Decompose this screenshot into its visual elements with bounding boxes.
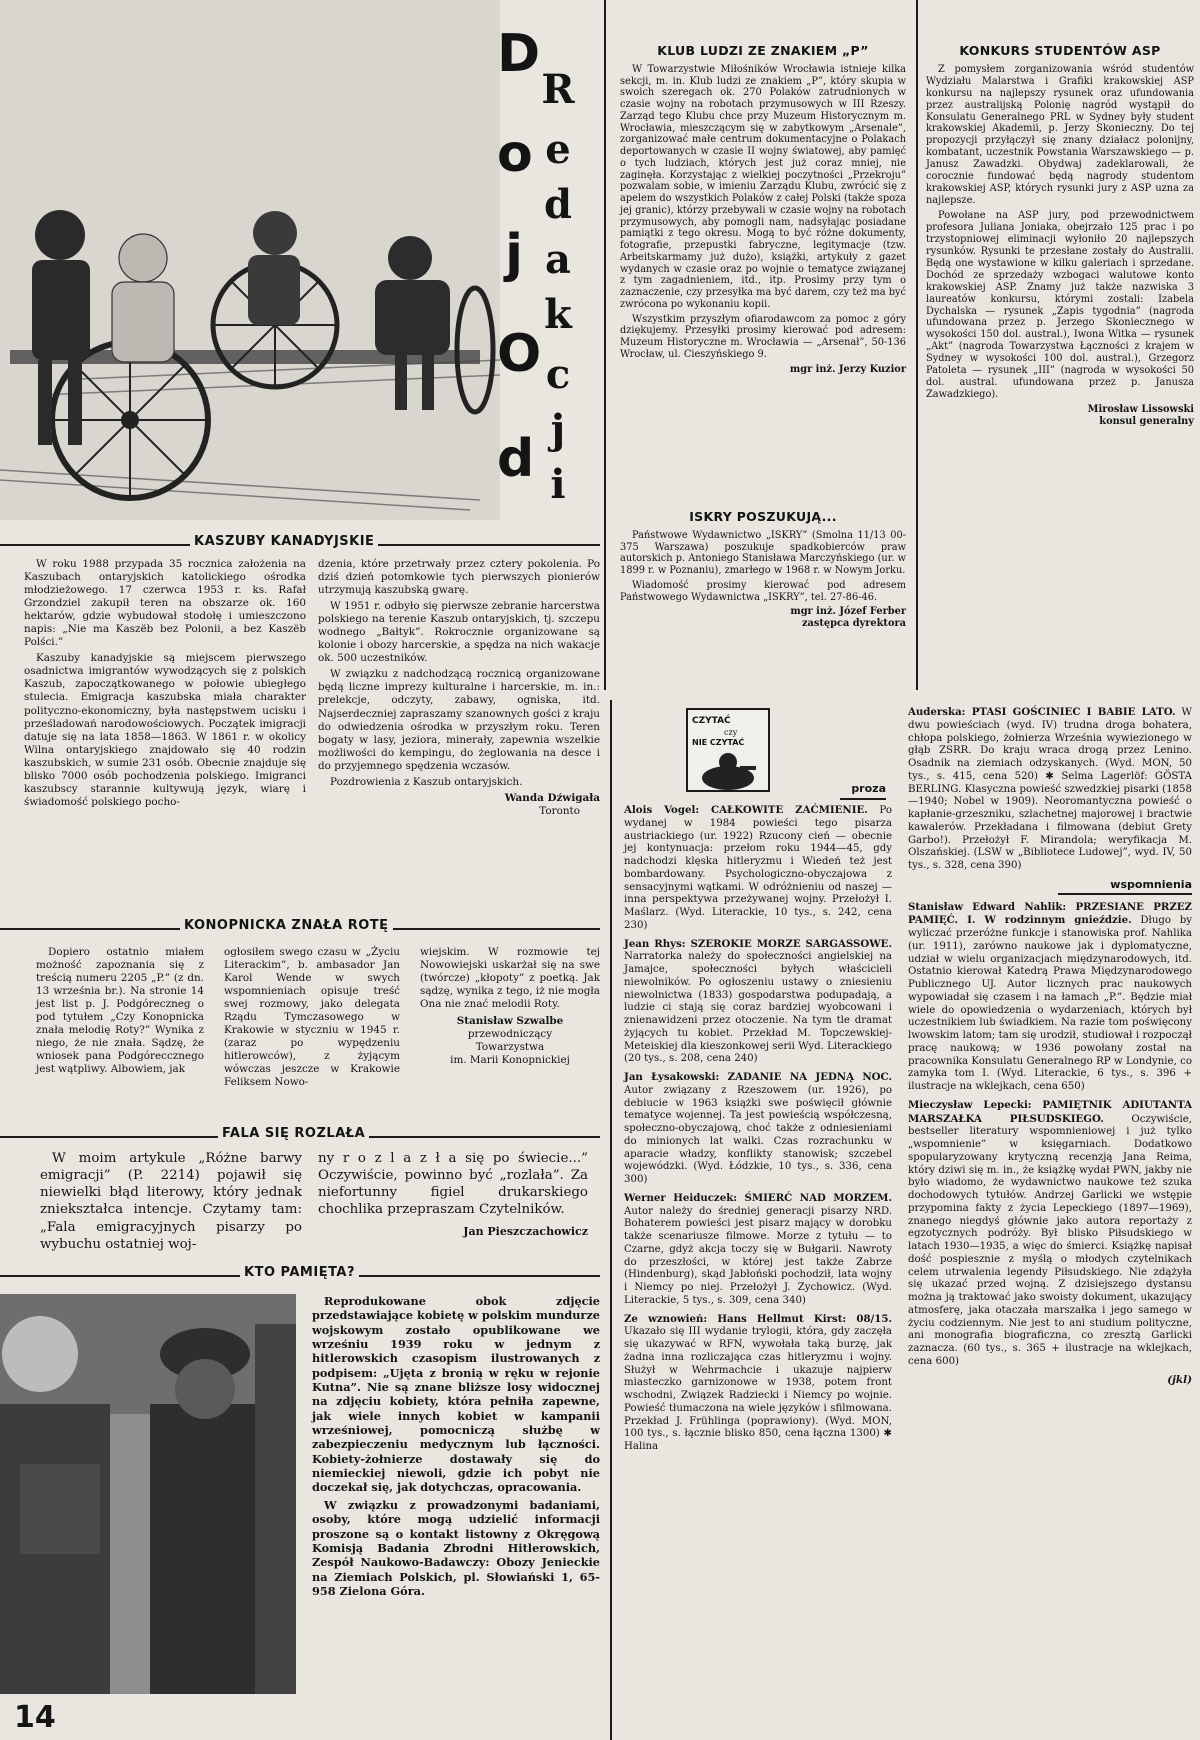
reviews-signature: (jkl) bbox=[1167, 1373, 1192, 1386]
czytac-logo bbox=[686, 708, 770, 792]
logo-text-czy: czy bbox=[724, 728, 738, 737]
kto-paragraph: W związku z prowadzonymi badaniami, osoby, które mogą udzielić informacji proszone są o kontakt listowny z Okręgową Komisją Badania Zbrodni Hitlerowskich, Zespół Naukowo-Badawczy: Obozy Jenieckie na Ziemiach Polskich, pl. Słowiański 1, 65-958 Zielona Góra. bbox=[312, 1497, 600, 1598]
review-title: Mieczysław Lepecki: PAMIĘTNIK ADIUTANTA MARSZAŁKA PIŁSUDSKIEGO. bbox=[908, 1098, 1192, 1125]
konopnicka-paragraph: Dopiero ostatnio miałem możność zapoznania się z treścią numeru 2205 „P.” (z dn. 13 września br.). Na stronie 14 jest list p. J. Podgóreczneg o pod tytułem „Czy Konopnicka znała melodię Roty?” Wynika z niego, że nie znała. Sądzę, że wniosek pana Podgóreccznego jest wątpliwy. Albowiem, jak bbox=[36, 946, 204, 1076]
klub-paragraph: W Towarzystwie Miłośników Wrocławia istnieje kilka sekcji, m. in. Klub ludzi ze znakiem „P”, który skupia w swoich szeregach ok. 270 Polaków zatrudnionych w czasie wojny na robotach przymusowych w III Rzeszy. Zarząd tego Klubu chce przy Muzeum Historycznym m. Wrocławia, mieszczącym się w zabytkowym „Arsenale”, zorganizować małe centrum dokumentacyjne o Polakach deportowanych w czasie II wojny światowej, aby pamięć o tych ludziach, których jest już coraz mniej, nie zaginęła. Korzystając z wielkiej poczytności „Przekroju” pozwalam sobie, w imieniu Zarządu Klubu, zwrócić się z apelem do wszystkich Polaków z całej Polski (także spoza jej granic), którzy przebywali w czasie wojny na robotach przymusowych, aby pomogli nam, nadsyłając posiadane pamiątki z tego okresu. Mogą to być różne dokumenty, fotografie, przepustki fabryczne, legitymacje (tzw. Arbeitskarmamy już dużo), książki, artykuły z gazet wydanych w czasie oraz po wojnie o tematyce związanej z tym zagadnieniem, itd., itp. Prosimy przy tym o zaznaczenie, czy przesyłka ma być darem, czy też ma być zwrócona po wykonaniu kopii. bbox=[620, 63, 906, 310]
klub-paragraph: Wszystkim przyszłym ofiarodawcom za pomoc z góry dziękujemy. Przesyłki prosimy kierować pod adresem: Muzeum Historyczne m. Wrocławia — „Arsenał”, 50-136 Wrocław, ul. Cieszyńskiego 9. bbox=[620, 313, 906, 360]
kaszuby-paragraph: W roku 1988 przypada 35 rocznica założenia na Kaszubach ontaryjskich katolickiego ośrodka młodzieżowego. 17 czerwca 1953 r. ks. Rafał Grzondziel zakupił teren na obszarze ok. 160 hektarów, gdzie wybudował stodołę i umieszczono napis: „Nie ma Kaszëb bez Polonii, a bez Kaszëb Polści.” bbox=[24, 558, 306, 649]
kaszuby-signature: Wanda Dźwigała bbox=[504, 791, 600, 804]
konopnicka-paragraph: ogłosiłem swego czasu w „Życiu Literackim”, b. ambasador Jan Karol Wende w swych wspomnieniach opisuje treść swej rozmowy, jako delegata Rządu Tymczasowego w Krakowie w styczniu w 1945 r. (zaraz po wypędzeniu hitlerowców), z żyjącym wówczas jeszcze w Krakowie Feliksem Nowo- bbox=[224, 946, 400, 1089]
review-text: Długo by wyliczać przeróżne funkcje i stanowiska prof. Nahlika (ur. 1911), zarówno naukowe jak i dyplomatyczne, udział w wielu organizacjach międzynarodowych, itd. Ostatnio kierował Katedrą Prawa Międzynarodowego Publicznego UJ. Autor licznych prac naukowych wypowiadał się czasem i na łamach „P.”. Będzie miał wiele do opowiedzenia o wydarzeniach, których był uczestnikiem lub świadkiem. Na razie tom poświęcony lwowskim latom; tam się urodził, studiował i rozpoczął pracę naukową; w 1936 powołany został na pracownika Konsulatu Generalnego RP w Londynie, co zamyka tom I. (Wyd. Literackie, 6 tys., s. 396 + ilustracje na wklejkach, cena 650) bbox=[908, 915, 1192, 1092]
konkurs-article bbox=[926, 44, 1194, 684]
review-text: Ukazało się III wydanie trylogii, która, gdy zaczęła się ukazywać w RFN, wywołała taką burzę, jak żadna inna rozliczająca czas hitleryzmu i wojny. Służył w Wehrmachcie i ukazuje najpierw miasteczko garnizonowe w 1938, potem front wschodni, Związek Radziecki i Niemcy po wojnie. Powieść tłumaczona na wiele języków i sfilmowana. Przekład J. Frühlinga (poprawiony). (Wyd. MON, 100 tys., s. łącznie blisko 850, cena łączna 1300) ✱ Halina bbox=[624, 1326, 892, 1452]
konopnicka-signature-role: przewodniczący bbox=[467, 1028, 553, 1041]
review-text: W dwu powieściach (wyd. IV) trudna droga bohatera, chłopa polskiego, żołnierza Września wywiezionego w głąb ZSRR. Do kraju wraca drogą przez Lenino. Osadnik na ziemiach odzyskanych. (Wyd. MON, 50 tys., s. 415, cena 520) ✱ Selma Lagerlöf: GÖSTA BERLING. Klasyczna powieść szwedzkiej pisarki (1858—1940; Nobel w 1909). Neoromantyczna powieść o kapłanie-grzeszniku, szlachetnej majorowej i bractwie kawalerów. Przekładana i filmowana (debiut Grety Garbo!). Przełożył F. Mirandola; weryfikacja M. Olszańskiej. (LSW w „Bibliotece Ludowej”, wyd. IV, 50 tys., s. 328, cena 390) bbox=[908, 707, 1192, 871]
title-letter: a bbox=[545, 236, 571, 283]
konopnicka-title: KONOPNICKA ZNAŁA ROTĘ bbox=[180, 918, 393, 933]
klub-title: KLUB LUDZI ZE ZNAKIEM „P” bbox=[657, 43, 869, 58]
review-item bbox=[624, 804, 892, 933]
review-item bbox=[908, 706, 1192, 873]
iskry-paragraph: Wiadomość prosimy kierować pod adresem Państwowego Wydawnictwa „ISKRY”, tel. 27-86-46. bbox=[620, 579, 906, 603]
photo-graphic bbox=[0, 1294, 296, 1694]
kto-header bbox=[0, 1267, 600, 1283]
do-redakcji-title-right bbox=[540, 66, 576, 510]
iskry-paragraph: Państwowe Wydawnictwo „ISKRY” (Smolna 11/13 00-375 Warszawa) poszukuje spadkobierców praw autorskich p. Antoniego Stanisława Marczyńskiego (ur. w 1899 r. w Poznaniu), zmarłego w 1968 r. w Nowym Jorku. bbox=[620, 529, 906, 576]
review-text: Autor należy do średniej generacji pisarzy NRD. Bohaterem powieści jest pisarz mający w dorobku także scenariusze filmowe. Morze z tytułu — to Czarne, gdyż akcja toczy się w Bułgarii. Nawroty do przeszłości, w której jest także Zabrze (Hindenburg), skąd Jabłoński pochodził, lata wojny i Niemcy po niej. Przełożył J. Zychowicz. (Wyd. Literackie, 5 tys., s. 309, cena 340) bbox=[624, 1205, 892, 1306]
title-letter: k bbox=[544, 291, 572, 338]
konopnicka-header bbox=[0, 920, 600, 936]
review-item bbox=[624, 1071, 892, 1187]
children-cart-illustration bbox=[0, 0, 500, 520]
review-text: Autor związany z Rzeszowem (ur. 1926), po debiucie w 1963 książki swe poświęcił głównie tematyce wojennej. Ta jest powieścią współczesną, społeczno-obyczajową, choć także z odniesieniami do minionych lat walki. Czas rozrachunku w aparacie władzy, konflikty stanowisk; szczebel wojewódzki. (Wyd. Łódzkie, 10 tys., s. 336, cena 300) bbox=[624, 1084, 892, 1185]
konkurs-title: KONKURS STUDENTÓW ASP bbox=[959, 43, 1161, 58]
review-title: Stanisław Edward Nahlik: PRZESIANE PRZEZ PAMIĘĆ. I. W rodzinnym gnieździe. bbox=[908, 900, 1192, 927]
do-redakcji-title-left bbox=[497, 24, 542, 508]
konopnicka-col1 bbox=[36, 946, 204, 1122]
title-letter: c bbox=[545, 351, 571, 398]
fala-paragraph: W moim artykule „Różne barwy emigracji” (P. 2214) pojawił się niewielki błąd literowy, który jednak zniekształca intencje. Czytamy tam: „Fala emigracyjnych pisarzy po wybuchu ostatniej woj- bbox=[40, 1151, 302, 1252]
review-text: Narratorka należy do społeczności angielskiej na Jamajce, społeczności byłych właścicieli niewolników. Po ogłoszeniu ustawy o zniesieniu niewolnictwa (1833) gospodarstwa podupadają, a ludzie ci stają się coraz bardziej wyobcowani i znienawidzeni przez otoczenie. Na tym tle dramat żyjących tu kobiet. Przekład M. Topczewskiej-Meteiskiej dla kieszonkowej serii Wyd. Literackiego (20 tys., s. 208, cena 240) bbox=[624, 951, 893, 1065]
review-title: Ze wznowień: Hans Hellmut Kirst: 08/15. bbox=[624, 1312, 892, 1325]
iskry-article bbox=[620, 510, 906, 685]
konopnicka-col2 bbox=[224, 946, 400, 1122]
klub-article bbox=[620, 44, 906, 484]
kaszuby-paragraph: dzenia, które przetrwały przez cztery pokolenia. Po dziś dzień potomkowie tych pierwszych pionierów utrzymują kaszubską gwarę. bbox=[318, 558, 600, 597]
review-title: Jean Rhys: SZEROKIE MORZE SARGASSOWE. bbox=[624, 937, 892, 950]
review-title: Jan Łysakowski: ZADANIE NA JEDNĄ NOC. bbox=[624, 1071, 892, 1083]
review-item bbox=[908, 901, 1192, 1094]
kaszuby-paragraph: Kaszuby kanadyjskie są miejscem pierwszego osadnictwa imigrantów wywodzących się z polskich Kaszub, zapoczątkowanego w połowie ubiegłego stulecia. Emigracja kaszubska miała charakter polityczno-ekonomiczny, była następstwem ucisku i prześladowań narodowościowych. Początek imigracji datuje się na lata 1858—1863. W 1861 r. w okolicy Wilna ontaryjskiego znajdowało się 40 rodzin kaszubskich, w sumie 231 osób. Obecnie znajduje się blisko 7000 osób pochodzenia polskiego. Imigranci kaszubscy starannie kultywują język, wiarę i świadomość polskiego pocho- bbox=[24, 652, 306, 808]
column-divider bbox=[604, 0, 606, 690]
kto-text bbox=[312, 1294, 600, 1704]
kto-paragraph: Reprodukowane obok zdjęcie przedstawiające kobietę w polskim mundurze wojskowym zostało opublikowane we wrześniu 1939 roku w jednym z hitlerowskich czasopism ilustrowanych z podpisem: „Ujęta z bronią w ręku w rejonie Kutna”. Nie są znane bliższe losy widocznej na zdjęciu kobiety, która pełniła zapewne, jak wiele innych kobiet w kampanii wrześniowej, pomocniczą służbę w zabezpieczeniu medycznym lub łączności. Kobiety-żołnierze dostawały się do niemieckiej niewoli, gdzie ich pobyt nie doczekał się, jak dotychczas, opracowania. bbox=[312, 1294, 600, 1495]
logo-text-czytac: CZYTAĆ bbox=[692, 716, 731, 726]
kaszuby-paragraph: Pozdrowienia z Kaszub ontaryjskich. bbox=[330, 775, 523, 788]
title-letter: D bbox=[497, 24, 541, 84]
kto-title: KTO PAMIĘTA? bbox=[240, 1265, 359, 1280]
kaszuby-col2 bbox=[318, 558, 600, 928]
fala-paragraph: ny r o z l a z ł a się po świecie...” Oczywiście, powinno być „rozlała”. Za niefortunny figiel drukarskiego chochlika przepraszam Czytelników. bbox=[318, 1151, 588, 1218]
logo-text-nie-czytac: NIE CZYTAĆ bbox=[692, 738, 745, 747]
kaszuby-header bbox=[0, 536, 600, 552]
review-item bbox=[624, 938, 892, 1067]
title-letter: i bbox=[550, 461, 566, 508]
review-text: Po wydanej w 1984 powieści tego pisarza austriackiego (ur. 1922) Rzucony cień — obecnie jej kontynuacja: przełom roku 1944—45, gdy nadchodzi klęska hitleryzmu i Wiedeń też jest bombardowany. Psychologiczno-obyczajowa z sensacyjnymi wątkami. W odróżnieniu od naszej — inna perspektywa przeżywanej wojny. Przełożył I. Maślarz. (Wyd. Literackie, 10 tys., s. 242, cena 230) bbox=[624, 805, 892, 931]
review-text: Oczywiście, bestseller literatury wspomnieniowej i już tylko „wspomnienie” w księgarniach. Dodatkowo spopularyzowany krytyczną recenzją Jana Reima, który dziwi się m. in., że książkę wydał PWN, jakby nie było wiadomo, że wydawnictwo naukowe też szuka dochodowych tytułów. Andrzej Garlicki we wstępie przypomina fakty z życia Lepeckiego (1897—1969), znanego niegdyś głównie jako autora reportaży z egzotycznych podróży. Był blisko Piłsudskiego w latach 1930—1935, a więc do śmierci. Książkę napisał dość pospiesznie z myślą o młodych czytelnikach celem utrwalenia legendy Piłsudskiego. Nie zdążyła się ukazać przed wojną. Z dzisiejszego dystansu można ją traktować jako swoisty dokument, ukazujący atmosferę, jaka otaczała marszałka i jego samego w życiu codziennym. Nie jest to ani studium polityczne, ani monografia biograficzna, co zresztą Garlicki zaznacza. (60 tys., s. 365 + ilustracje na wklejkach, cena 600) bbox=[908, 1113, 1192, 1367]
kaszuby-col1 bbox=[24, 558, 306, 928]
konopnicka-signature-org-name: im. Marii Konopnickiej bbox=[450, 1054, 570, 1067]
konopnicka-paragraph: wiejskim. W rozmowie tej Nowowiejski uskarżał się na swe (twórcze) „kłopoty” z poetką. Jak sądzę, wynika z tego, iż nie mogła Ona nie znać melodii Roty. bbox=[420, 946, 600, 1011]
review-item bbox=[624, 1192, 892, 1308]
konopnicka-signature: Stanisław Szwalbe bbox=[456, 1015, 564, 1028]
reader-figure-icon bbox=[688, 748, 768, 792]
title-letter: o bbox=[497, 124, 533, 184]
title-letter: R bbox=[541, 66, 575, 113]
iskry-signature: mgr inż. Józef Ferber bbox=[790, 606, 906, 618]
review-title: Alois Vogel: CAŁKOWITE ZAĆMIENIE. bbox=[624, 804, 868, 816]
konopnicka-signature-org: Towarzystwa bbox=[475, 1041, 545, 1054]
column-divider bbox=[916, 0, 918, 690]
fala-header bbox=[0, 1128, 600, 1144]
review-title: Werner Heiduczek: ŚMIERĆ NAD MORZEM. bbox=[624, 1191, 892, 1204]
iskry-title: ISKRY POSZUKUJĄ... bbox=[689, 509, 837, 524]
kaszuby-signature-place: Toronto bbox=[539, 804, 580, 817]
reviews-col2 bbox=[908, 706, 1192, 1740]
fala-col2 bbox=[318, 1150, 588, 1260]
column-divider bbox=[610, 700, 612, 1740]
konkurs-paragraph: Z pomysłem zorganizowania wśród studentów Wydziału Malarstwa i Grafiki krakowskiej ASP konkursu na najlepszy rysunek oraz ufundowania przez australijską Polonię nagród wystąpił do Konsulatu Generalnego PRL w Sydney były student krakowskiej Akademii, p. Jerzy Skonieczny. Do tej propozycji przyłączył się znany działacz polonijny, kombatant, uczestnik Powstania Warszawskiego — p. Janusz Zawadzki. Obydwaj zadeklarowali, że corocznie fundować będą nagrody studentom krakowskiej ASP, których rysunki jury z ASP uzna za najlepsze. bbox=[926, 63, 1194, 207]
konkurs-paragraph: Powołane na ASP jury, pod przewodnictwem profesora Juliana Joniaka, obejrzało 125 prac i po trzystopniowej eliminacji wyłoniło 20 najlepszych rysunków. Rysunki te przesłane zostały do Australii. Będą one wystawione w kilku galeriach i sprzedane. Dochód ze sprzedaży wzbogaci walutowe konto krakowskiej ASP. Znamy już także nazwiska 3 laureatów konkursu, którymi zostali: Izabela Dychalska — rysunek „Zapis tygodnia” (nagroda ufundowana przez p. Jerzego Skoniecznego w wysokości 150 dol. austral.), Iwona Witka — rysunek „Akt” (nagroda Towarzystwa Łączności z krajem w Sydney w wysokości 100 dol. austral.), Grzegorz Patoleta — rysunek „III” (nagroda w wysokości 50 dol. austral. ufundowana przez p. Janusza Zawadzkiego). bbox=[926, 210, 1194, 401]
title-letter: e bbox=[545, 126, 571, 173]
title-letter: O bbox=[497, 324, 542, 384]
title-letter: j bbox=[505, 224, 523, 284]
children-cart-engraving bbox=[0, 0, 500, 520]
klub-signature: mgr inż. Jerzy Kuzior bbox=[789, 363, 906, 375]
title-letter: d bbox=[544, 181, 572, 228]
title-letter: d bbox=[497, 429, 535, 489]
title-letter: j bbox=[550, 406, 566, 453]
soldier-woman-photo bbox=[0, 1294, 296, 1694]
tag-proza: proza bbox=[840, 782, 886, 800]
konopnicka-col3 bbox=[420, 946, 600, 1122]
kaszuby-paragraph: W 1951 r. odbyło się pierwsze zebranie harcerstwa polskiego na terenie Kaszub ontaryjskich, tj. szczepu wodnego „Bałtyk”. Rokrocznie organizowane są kolonie i obozy harcerskie, a spędza na nich wakacje ok. 500 uczestników. bbox=[318, 600, 600, 665]
review-item bbox=[908, 1099, 1192, 1369]
tag-wspomnienia: wspomnienia bbox=[1058, 878, 1192, 895]
kaszuby-title: KASZUBY KANADYJSKIE bbox=[190, 534, 378, 549]
review-title: Auderska: PTASI GOŚCINIEC I BABIE LATO. bbox=[908, 706, 1176, 718]
fala-signature: Jan Pieszczachowicz bbox=[463, 1224, 588, 1238]
konkurs-signature-role: konsul generalny bbox=[1099, 416, 1194, 428]
iskry-signature-role: zastępca dyrektora bbox=[801, 618, 906, 630]
review-item bbox=[624, 1313, 892, 1454]
kaszuby-paragraph: W związku z nadchodzącą rocznicą organizowane będą liczne imprezy kulturalne i harcerskie, m. in.: prelekcje, odczyty, zabawy, ogniska, itd. Najserdeczniej zapraszamy szanownych gości z kraju do odwiedzenia ośrodka w przyszłym roku. Teren bogaty w lasy, jeziora, minerały, zapewnia wszelkie możliwości do kempingu, do żeglowania na desce i do przyjemnego spędzenia wczasów. bbox=[318, 668, 600, 772]
konkurs-signature: Mirosław Lissowski bbox=[1087, 404, 1194, 415]
reviews-col1 bbox=[624, 804, 892, 1740]
fala-title: FALA SIĘ ROZLAŁA bbox=[218, 1126, 369, 1141]
fala-col1 bbox=[40, 1150, 302, 1260]
page-number: 14 bbox=[14, 1700, 56, 1735]
